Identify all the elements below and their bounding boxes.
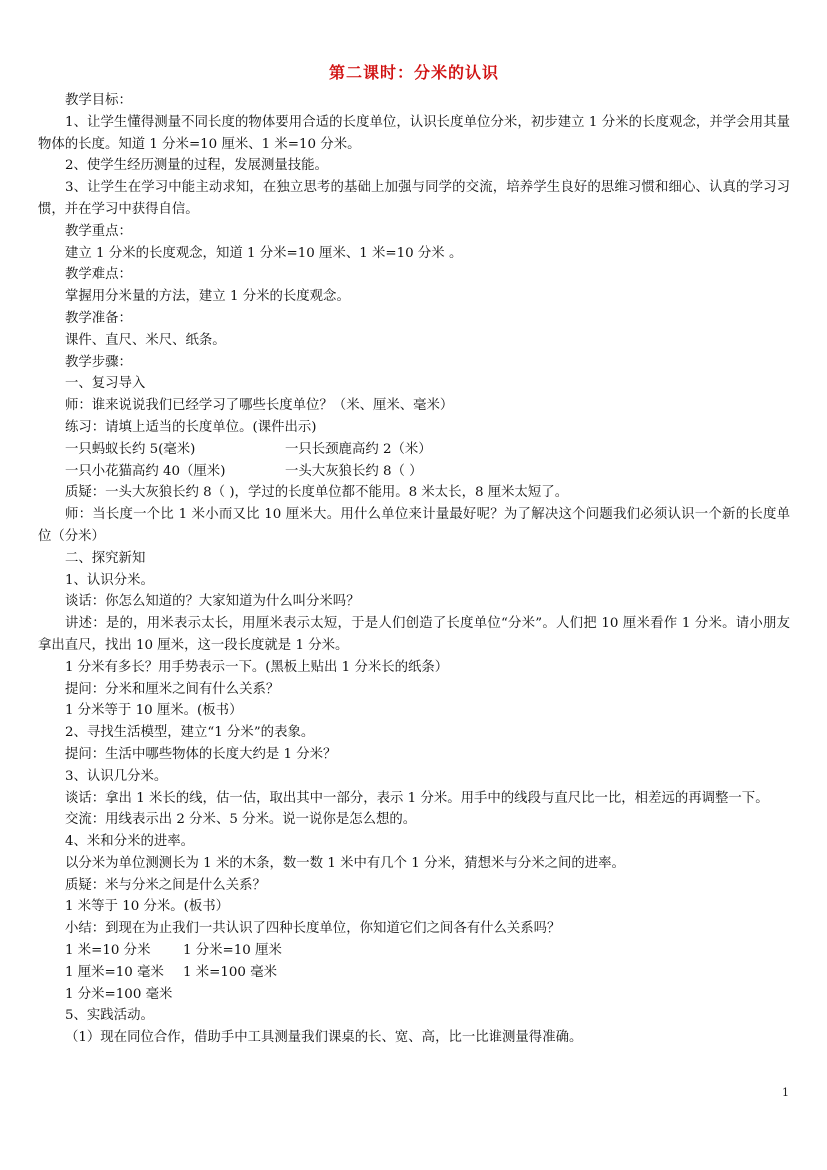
page-number: 1 — [782, 1086, 789, 1099]
heading-preparation: 教学准备： — [65, 310, 132, 326]
paragraph: 4、米和分米的进率。 — [65, 834, 195, 850]
summary-item: 1 厘米=10 毫米 — [65, 964, 164, 980]
heading-steps: 教学步骤： — [65, 354, 132, 370]
paragraph: 2、寻找生活模型，建立“1 分米”的表象。 — [65, 725, 315, 741]
paragraph: 交流：用线表示出 2 分米、5 分米。说一说你是怎么想的。 — [65, 812, 417, 828]
paragraph: 小结：到现在为止我们一共认识了四种长度单位，你知道它们之间各有什么关系吗？ — [65, 921, 561, 937]
exercise-item: 一头大灰狼长约 8（ ） — [285, 463, 423, 479]
section-review: 一、复习导入 — [65, 376, 146, 392]
paragraph: 1 分米有多长？用手势表示一下。(黑板上贴出 1 分米长的纸条） — [65, 659, 449, 675]
teacher-question: 师：谁来说说我们已经学习了哪些长度单位？（米、厘米、毫米） — [65, 398, 454, 414]
heading-key-points: 教学重点： — [65, 223, 132, 239]
objective-3: 3、让学生在学习中能主动求知，在独立思考的基础上加强与同学的交流，培养学生良好的思维习惯和细心、认真的学习习惯，并在学习中获得自信。 — [38, 180, 790, 217]
objective-1: 1、让学生懂得测量不同长度的物体要用合适的长度单位，认识长度单位分米，初步建立 1 分米的长度观念，并学会用其量物体的长度。知道 1 分米=10 厘米、1 米=10 分米。 — [38, 114, 790, 152]
summary-row — [38, 962, 790, 984]
summary-item: 1 米=100 毫米 — [183, 964, 277, 980]
section-explore: 二、探究新知 — [65, 550, 146, 566]
preparation-text: 课件、直尺、米尺、纸条。 — [65, 332, 226, 348]
document-page — [38, 60, 790, 1049]
exercise-item: 一只长颈鹿高约 2（米） — [285, 441, 432, 457]
exercise-row — [38, 439, 790, 461]
heading-difficulties: 教学难点： — [65, 267, 132, 283]
exercise-item: 一只小花猫高约 40（厘米) — [65, 463, 226, 479]
paragraph: 质疑：米与分米之间是什么关系？ — [65, 877, 266, 893]
heading-objectives: 教学目标： — [65, 93, 132, 108]
objective-2: 2、使学生经历测量的过程，发展测量技能。 — [65, 158, 328, 174]
paragraph: 1 分米等于 10 厘米。(板书） — [65, 703, 243, 719]
exercise-prompt: 练习：请填上适当的长度单位。(课件出示) — [65, 419, 317, 435]
paragraph: 提问：分米和厘米之间有什么关系？ — [65, 681, 280, 697]
paragraph: 谈话：拿出 1 米长的线，估一估，取出其中一部分，表示 1 分米。用手中的线段与直尺比一比，相差远的再调整一下。 — [65, 790, 769, 806]
paragraph: 讲述：是的，用米表示太长，用厘米表示太短，于是人们创造了长度单位“分米”。人们把 10 厘米看作 1 分米。请小朋友拿出直尺，找出 10 厘米，这一段长度就是 1 分米。 — [38, 616, 790, 653]
paragraph: 5、实践活动。 — [65, 1008, 154, 1024]
exercise-row — [38, 461, 790, 483]
paragraph: 1、认识分米。 — [65, 572, 154, 588]
summary-item: 1 米=10 分米 — [65, 943, 151, 959]
difficulties-text: 掌握用分米量的方法，建立 1 分米的长度观念。 — [65, 289, 350, 305]
paragraph: （1）现在同位合作，借助手中工具测量我们课桌的长、宽、高，比一比谁测量得准确。 — [65, 1030, 583, 1046]
summary-row — [38, 940, 790, 962]
key-points-text: 建立 1 分米的长度观念，知道 1 分米=10 厘米、1 米=10 分米 。 — [65, 245, 463, 261]
page-title: 第二课时：分米的认识 — [328, 63, 499, 82]
paragraph: 1 分米=100 毫米 — [65, 986, 173, 1002]
paragraph: 师：当长度一个比 1 米小而又比 10 厘米大。用什么单位来计量最好呢？为了解决这个问题我们必须认识一个新的长度单位（分米） — [38, 507, 790, 544]
summary-item: 1 分米=10 厘米 — [183, 943, 282, 959]
exercise-item: 一只蚂蚁长约 5(毫米) — [65, 441, 196, 457]
paragraph: 1 米等于 10 分米。(板书） — [65, 899, 230, 915]
paragraph: 提问：生活中哪些物体的长度大约是 1 分米？ — [65, 746, 337, 762]
paragraph: 质疑：一头大灰狼长约 8（ )，学过的长度单位都不能用。8 米太长，8 厘米太短了。 — [65, 485, 569, 501]
paragraph: 3、认识几分米。 — [65, 768, 168, 784]
paragraph: 以分米为单位测测长为 1 米的木条，数一数 1 米中有几个 1 分米，猜想米与分米之间的进率。 — [65, 855, 625, 871]
paragraph: 谈话：你怎么知道的？大家知道为什么叫分米吗？ — [65, 594, 360, 610]
